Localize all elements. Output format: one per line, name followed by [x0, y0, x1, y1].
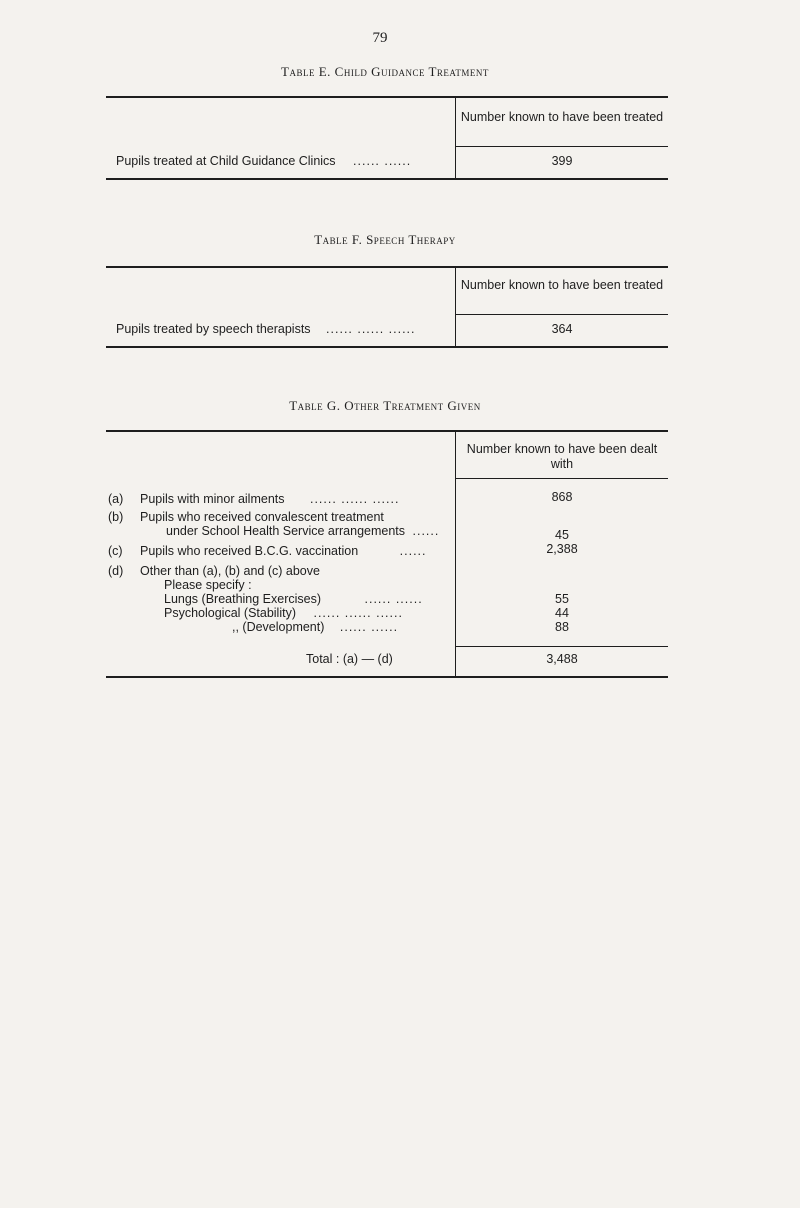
table-g-header-rule	[456, 478, 668, 479]
table-g-row-d-marker: (d)	[108, 564, 124, 578]
table-g-psych-stability-label: Psychological (Stability) ...... ...... ......	[164, 606, 403, 620]
table-g-row-a-marker: (a)	[108, 492, 124, 506]
table-g-row-a-label: Pupils with minor ailments ...... ...... ......	[140, 492, 400, 506]
table-g-total-value: 3,488	[546, 652, 578, 666]
table-g-row-b-marker: (b)	[108, 510, 124, 524]
table-e-row-label: Pupils treated at Child Guidance Clinics ...... ......	[116, 154, 412, 168]
table-f-caption: Table F. Speech Therapy	[314, 232, 456, 247]
table-g-column-header: Number known to have been dealt with	[466, 442, 658, 471]
table-g-caption: Table G. Other Treatment Given	[289, 398, 481, 413]
table-g-total-rule	[456, 646, 668, 647]
table-g-lungs-label: Lungs (Breathing Exercises) ...... ......	[164, 592, 423, 606]
table-g-row-c-marker: (c)	[108, 544, 123, 558]
page-number: 79	[372, 30, 388, 46]
table-e-header-rule	[456, 146, 668, 147]
table-f-header-rule	[456, 314, 668, 315]
table-g-row-b-label: Pupils who received convalescent treatment	[140, 510, 384, 524]
table-e-row-value: 399	[551, 154, 573, 168]
table-g-lungs-value: 55	[555, 592, 569, 606]
table-g	[106, 430, 668, 678]
table-e	[106, 96, 668, 180]
table-g-psych-stability-value: 44	[555, 606, 569, 620]
table-e-caption: Table E. Child Guidance Treatment	[281, 64, 489, 79]
table-f	[106, 266, 668, 348]
table-f-column-header: Number known to have been treated	[460, 278, 664, 292]
table-g-psych-development-value: 88	[555, 620, 569, 634]
table-g-row-d-label: Other than (a), (b) and (c) above	[140, 564, 320, 578]
table-g-row-b-label-cont: under School Health Service arrangements ......	[166, 524, 440, 538]
table-e-column-header: Number known to have been treated	[460, 110, 664, 124]
table-g-please-specify: Please specify :	[164, 578, 252, 592]
table-g-row-a-value: 868	[551, 490, 573, 504]
table-g-psych-development-label: ,, (Development) ...... ......	[232, 620, 399, 634]
table-g-row-b-value: 45	[555, 528, 569, 542]
table-g-total-label: Total : (a) — (d)	[306, 652, 393, 666]
table-g-row-c-label: Pupils who received B.C.G. vaccination ......	[140, 544, 427, 558]
table-g-row-c-value: 2,388	[546, 542, 578, 556]
table-f-row-value: 364	[551, 322, 573, 336]
table-f-row-label: Pupils treated by speech therapists ...... ...... ......	[116, 322, 416, 336]
